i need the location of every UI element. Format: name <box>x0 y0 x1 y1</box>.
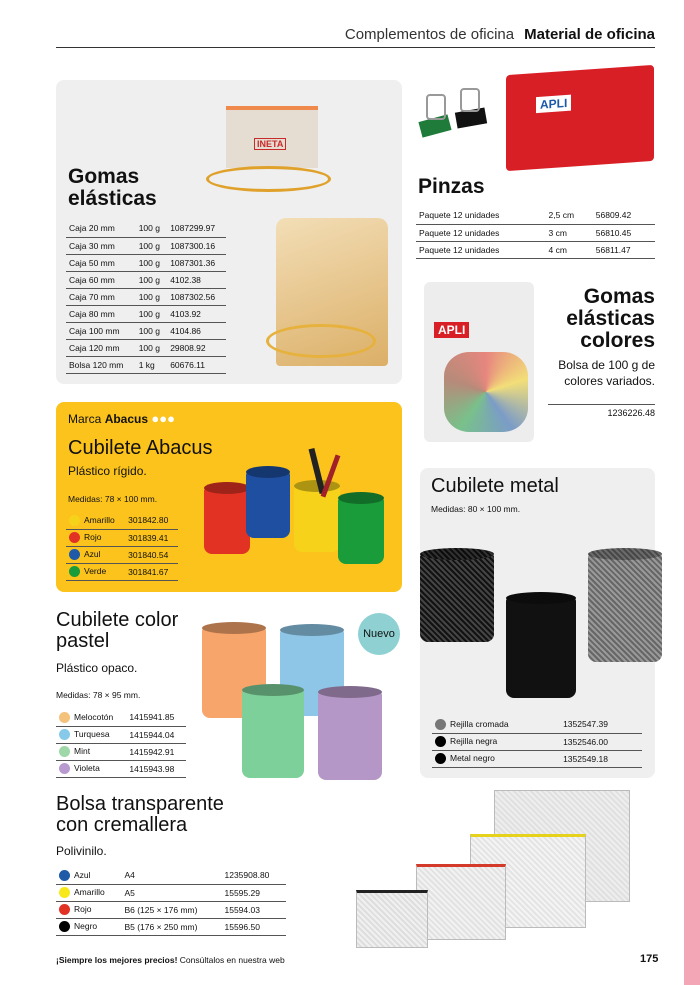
item-code: 1415942.91 <box>126 743 186 760</box>
color-name-cell <box>432 733 560 750</box>
gomas-table <box>66 220 226 374</box>
brand-dots-icon: ●●● <box>151 411 175 426</box>
side-color-tab <box>684 0 700 985</box>
table-row <box>66 529 178 546</box>
table-row <box>56 918 286 935</box>
color-swatch-icon <box>59 763 70 774</box>
color-name: Amarillo <box>84 514 115 525</box>
mint-cup-image <box>242 690 304 778</box>
item-size: 3 cm <box>546 224 593 241</box>
item-desc: Caja 20 mm <box>66 220 136 237</box>
bolsa-subtitle: Polivinilo. <box>56 844 107 858</box>
item-code: 1352549.18 <box>560 750 642 767</box>
gomas-panel <box>56 80 402 384</box>
color-name-cell <box>56 709 126 726</box>
blue-cup-image <box>246 472 290 538</box>
item-code: 1415944.04 <box>126 726 186 743</box>
metal-table <box>432 716 642 768</box>
table-row <box>66 288 226 305</box>
item-size: 100 g <box>136 271 168 288</box>
color-name-cell <box>66 563 125 580</box>
abacus-size: Medidas: 78 × 100 mm. <box>68 494 158 504</box>
table-row <box>66 220 226 237</box>
item-desc: Caja 60 mm <box>66 271 136 288</box>
item-desc: Caja 30 mm <box>66 237 136 254</box>
table-row <box>416 241 655 258</box>
gomas-colores-desc: Bolsa de 100 g de colores variados. <box>558 358 655 388</box>
color-name-cell <box>66 529 125 546</box>
item-code: 1087302.56 <box>167 288 226 305</box>
table-row <box>432 716 642 733</box>
table-row <box>66 339 226 356</box>
pastel-subtitle: Plástico opaco. <box>56 661 138 675</box>
item-size: B6 (125 × 176 mm) <box>121 901 221 918</box>
item-size: 2,5 cm <box>546 207 593 224</box>
color-swatch-icon <box>69 532 80 543</box>
footer-bold: ¡Siempre los mejores precios! <box>56 955 178 965</box>
item-code: 301840.54 <box>125 546 178 563</box>
item-code: 4102.38 <box>167 271 226 288</box>
item-size: A4 <box>121 867 221 884</box>
color-name-cell <box>66 546 125 563</box>
binder-clips-image <box>416 86 496 146</box>
bolsa-table <box>56 867 286 936</box>
table-row <box>66 237 226 254</box>
yellow-cup-image <box>294 486 340 552</box>
metal-title: Cubilete metal <box>431 475 559 497</box>
brand-name: Abacus <box>104 412 149 426</box>
item-code: 301841.67 <box>125 563 178 580</box>
table-row <box>56 901 286 918</box>
item-desc: Paquete 12 unidades <box>416 207 546 224</box>
gomas-colores-code: 1236226.48 <box>548 404 655 418</box>
item-code: 301839.41 <box>125 529 178 546</box>
gomas-colores-title: Gomas elásticas colores <box>566 285 655 353</box>
pinzas-title: Pinzas <box>418 175 485 198</box>
abacus-table <box>66 512 178 581</box>
color-swatch-icon <box>435 736 446 747</box>
rubber-band-box-image <box>226 106 318 168</box>
item-desc: Caja 80 mm <box>66 305 136 322</box>
color-name-cell <box>56 867 121 884</box>
pastel-size: Medidas: 78 × 95 mm. <box>56 690 141 700</box>
color-name-cell <box>432 716 560 733</box>
item-size: 1 kg <box>136 356 168 373</box>
footer-rest: Consúltalos en nuestra web <box>177 955 285 965</box>
item-code: 4104.86 <box>167 322 226 339</box>
color-name: Rojo <box>84 531 102 542</box>
item-code: 301842.80 <box>125 512 178 529</box>
table-row <box>56 884 286 901</box>
item-desc: Caja 50 mm <box>66 254 136 271</box>
color-name: Metal negro <box>450 752 495 763</box>
header-category: Complementos de oficina <box>344 26 515 43</box>
color-name-cell <box>56 918 121 935</box>
colored-bands-bag-image <box>424 282 534 442</box>
table-row <box>66 512 178 529</box>
color-name: Rejilla negra <box>450 735 498 746</box>
brand-prefix: Marca <box>68 412 102 426</box>
item-code: 15596.50 <box>222 918 287 935</box>
item-code: 56809.42 <box>593 207 655 224</box>
item-code: 60676.11 <box>167 356 226 373</box>
table-row <box>416 207 655 224</box>
item-size: 100 g <box>136 237 168 254</box>
color-name-cell <box>56 884 121 901</box>
color-name: Melocotón <box>74 711 114 722</box>
table-row <box>416 224 655 241</box>
item-size: 100 g <box>136 288 168 305</box>
table-row <box>56 709 186 726</box>
item-code: 1352546.00 <box>560 733 642 750</box>
color-swatch-icon <box>69 566 80 577</box>
table-row <box>432 733 642 750</box>
item-size: A5 <box>121 884 221 901</box>
color-swatch-icon <box>435 753 446 764</box>
color-name: Rejilla cromada <box>450 718 509 729</box>
item-desc: Paquete 12 unidades <box>416 241 546 258</box>
zip-bag-red-image <box>416 864 506 940</box>
rubber-bands-pile-image <box>206 166 331 192</box>
item-desc: Caja 120 mm <box>66 339 136 356</box>
color-swatch-icon <box>69 549 80 560</box>
item-code: 1235908.80 <box>222 867 287 884</box>
item-code: 1415941.85 <box>126 709 186 726</box>
table-row <box>66 322 226 339</box>
violet-cup-image <box>318 692 382 780</box>
green-cup-image <box>338 498 384 564</box>
item-code: 1087299.97 <box>167 220 226 237</box>
item-size: 100 g <box>136 254 168 271</box>
mesh-chrome-cup-image <box>588 554 662 662</box>
item-code: 29808.92 <box>167 339 226 356</box>
pastel-title: Cubilete color pastel <box>56 609 179 652</box>
item-desc: Paquete 12 unidades <box>416 224 546 241</box>
footer-text <box>56 955 285 965</box>
table-row <box>56 867 286 884</box>
color-name-cell <box>432 750 560 767</box>
color-name-cell <box>66 512 125 529</box>
page-header <box>56 26 655 48</box>
item-code: 1087300.16 <box>167 237 226 254</box>
color-swatch-icon <box>69 515 80 526</box>
table-row <box>432 750 642 767</box>
header-section: Material de oficina <box>524 26 655 43</box>
mesh-black-cup-image <box>420 554 494 642</box>
item-code: 56811.47 <box>593 241 655 258</box>
binder-clips-box-image <box>506 65 654 171</box>
table-row <box>66 546 178 563</box>
item-size: 100 g <box>136 305 168 322</box>
item-code: 56810.45 <box>593 224 655 241</box>
item-size: B5 (176 × 250 mm) <box>121 918 221 935</box>
apli-bag-label: APLI <box>434 322 469 338</box>
table-row <box>66 271 226 288</box>
abacus-subtitle: Plástico rígido. <box>68 464 147 478</box>
table-row <box>66 356 226 373</box>
color-name: Azul <box>74 869 91 880</box>
color-name: Negro <box>74 920 98 931</box>
color-name: Mint <box>74 745 91 756</box>
item-code: 4103.92 <box>167 305 226 322</box>
table-row <box>56 726 186 743</box>
item-code: 1415943.98 <box>126 760 186 777</box>
color-name-cell <box>56 726 126 743</box>
color-name-cell <box>56 901 121 918</box>
page-number: 175 <box>640 953 659 965</box>
table-row <box>66 563 178 580</box>
metal-panel <box>420 468 655 778</box>
pinzas-table <box>416 207 655 259</box>
item-size: 4 cm <box>546 241 593 258</box>
nuevo-badge: Nuevo <box>358 613 400 655</box>
color-swatch-icon <box>59 712 70 723</box>
metal-size: Medidas: 80 × 100 mm. <box>431 504 521 514</box>
color-swatch-icon <box>59 729 70 740</box>
item-code: 1352547.39 <box>560 716 642 733</box>
abacus-title: Cubilete Abacus <box>68 437 213 459</box>
table-row <box>66 305 226 322</box>
item-desc: Caja 100 mm <box>66 322 136 339</box>
apli-box-label: APLI <box>536 95 571 113</box>
color-name-cell <box>56 760 126 777</box>
metal-black-cup-image <box>506 598 576 698</box>
table-row <box>56 743 186 760</box>
pastel-table <box>56 709 186 778</box>
table-row <box>56 760 186 777</box>
color-swatch-icon <box>59 746 70 757</box>
gomas-title: Gomas elásticas <box>68 165 157 211</box>
item-size: 100 g <box>136 220 168 237</box>
rubber-bands-loose-image <box>266 324 376 358</box>
abacus-brand <box>68 411 175 426</box>
color-name: Turquesa <box>74 728 110 739</box>
color-name: Verde <box>84 565 107 576</box>
zip-bag-black-image <box>356 890 428 948</box>
red-cup-image <box>204 488 250 554</box>
color-name: Amarillo <box>74 886 105 897</box>
abacus-panel <box>56 402 402 592</box>
color-swatch-icon <box>59 870 70 881</box>
table-row <box>66 254 226 271</box>
item-code: 15595.29 <box>222 884 287 901</box>
item-desc: Bolsa 120 mm <box>66 356 136 373</box>
color-swatch-icon <box>59 904 70 915</box>
item-desc: Caja 70 mm <box>66 288 136 305</box>
color-name-cell <box>56 743 126 760</box>
color-swatch-icon <box>59 921 70 932</box>
color-name: Rojo <box>74 903 92 914</box>
item-size: 100 g <box>136 322 168 339</box>
color-swatch-icon <box>435 719 446 730</box>
color-swatch-icon <box>59 887 70 898</box>
item-code: 15594.03 <box>222 901 287 918</box>
box-brand-label: INETA <box>254 138 286 150</box>
bolsa-title: Bolsa transparente con cremallera <box>56 793 224 836</box>
color-name: Azul <box>84 548 101 559</box>
color-name: Violeta <box>74 762 100 773</box>
item-size: 100 g <box>136 339 168 356</box>
item-code: 1087301.36 <box>167 254 226 271</box>
